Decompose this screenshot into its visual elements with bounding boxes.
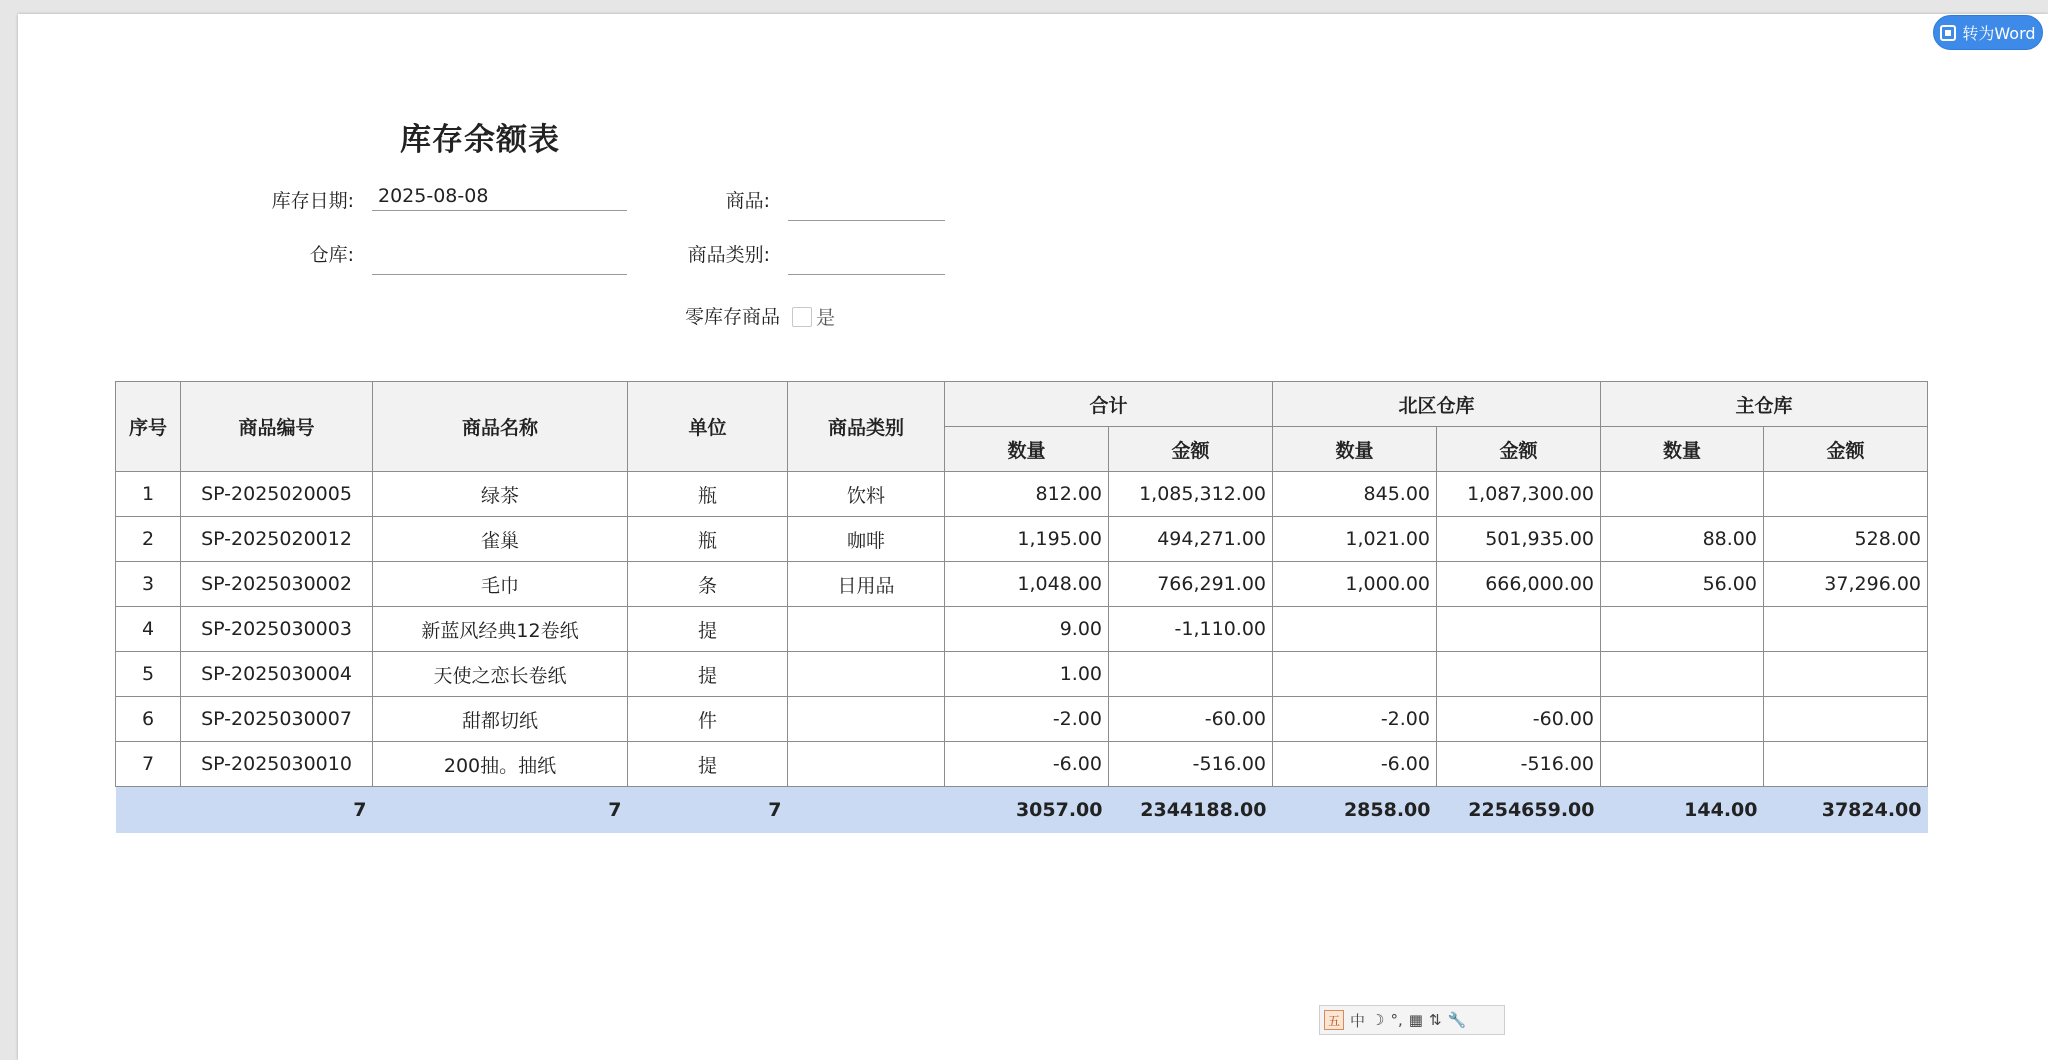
- zero-stock-option[interactable]: [792, 303, 835, 330]
- table-row: [116, 652, 1928, 697]
- total-category: [788, 787, 945, 833]
- cell-name: 新蓝风经典12卷纸: [373, 607, 628, 652]
- total-total-qty: 3057.00: [945, 787, 1109, 833]
- cell-north-qty: 1,021.00: [1273, 517, 1437, 562]
- cell-main-amount: [1764, 697, 1928, 742]
- cell-total-amount: 1,085,312.00: [1109, 472, 1273, 517]
- cell-main-qty: [1601, 607, 1764, 652]
- cell-code: SP-2025020012: [181, 517, 373, 562]
- table-row: [116, 472, 1928, 517]
- cell-code: SP-2025030010: [181, 742, 373, 787]
- cell-main-qty: [1601, 652, 1764, 697]
- cell-total-amount: 766,291.00: [1109, 562, 1273, 607]
- header-seq: 序号: [116, 382, 181, 472]
- header-main-amount: 金额: [1764, 427, 1928, 472]
- cell-north-amount: -516.00: [1437, 742, 1601, 787]
- cell-total-amount: [1109, 652, 1273, 697]
- header-main-qty: 数量: [1601, 427, 1764, 472]
- header-category: 商品类别: [788, 382, 945, 472]
- cell-category: 饮料: [788, 472, 945, 517]
- cell-code: SP-2025020005: [181, 472, 373, 517]
- header-north-amount: 金额: [1437, 427, 1601, 472]
- cell-north-amount: 666,000.00: [1437, 562, 1601, 607]
- category-label: 商品类别:: [687, 244, 770, 266]
- total-north-qty: 2858.00: [1273, 787, 1437, 833]
- cell-seq: 7: [116, 742, 181, 787]
- cell-category: [788, 742, 945, 787]
- warehouse-label: 仓库:: [309, 244, 354, 266]
- cell-code: SP-2025030003: [181, 607, 373, 652]
- total-main-amount: 37824.00: [1764, 787, 1928, 833]
- cell-north-qty: 845.00: [1273, 472, 1437, 517]
- total-total-amount: 2344188.00: [1109, 787, 1273, 833]
- cell-north-qty: 1,000.00: [1273, 562, 1437, 607]
- cell-total-qty: -2.00: [945, 697, 1109, 742]
- total-name: 7: [373, 787, 628, 833]
- product-label: 商品:: [725, 190, 770, 212]
- date-label: 库存日期:: [271, 190, 354, 212]
- cell-code: SP-2025030004: [181, 652, 373, 697]
- warehouse-input[interactable]: [372, 245, 627, 275]
- cell-category: [788, 652, 945, 697]
- cell-category: [788, 697, 945, 742]
- cell-main-qty: [1601, 697, 1764, 742]
- cell-total-amount: -1,110.00: [1109, 607, 1273, 652]
- convert-to-word-button[interactable]: [1933, 15, 2043, 50]
- ime-settings-icon[interactable]: 🔧: [1447, 1011, 1467, 1029]
- ime-toolbar[interactable]: [1319, 1005, 1505, 1035]
- convert-to-word-label: 转为Word: [1962, 24, 2036, 43]
- cell-category: [788, 607, 945, 652]
- cell-north-amount: [1437, 652, 1601, 697]
- table-row: [116, 562, 1928, 607]
- cell-total-qty: 1,195.00: [945, 517, 1109, 562]
- total-north-amount: 2254659.00: [1437, 787, 1601, 833]
- table-row: [116, 742, 1928, 787]
- inventory-table: [115, 381, 1928, 833]
- cell-unit: 提: [628, 742, 788, 787]
- cell-total-qty: 9.00: [945, 607, 1109, 652]
- cell-north-qty: -2.00: [1273, 697, 1437, 742]
- cell-total-amount: 494,271.00: [1109, 517, 1273, 562]
- cell-category: 日用品: [788, 562, 945, 607]
- total-code: 7: [181, 787, 373, 833]
- cell-category: 咖啡: [788, 517, 945, 562]
- cell-main-amount: [1764, 472, 1928, 517]
- cell-seq: 1: [116, 472, 181, 517]
- cell-north-amount: -60.00: [1437, 697, 1601, 742]
- cell-main-amount: 528.00: [1764, 517, 1928, 562]
- ime-punctuation-icon[interactable]: °,: [1390, 1011, 1403, 1029]
- ime-language-toggle[interactable]: 中: [1350, 1011, 1366, 1030]
- header-group-main: 主仓库: [1601, 382, 1928, 427]
- header-unit: 单位: [628, 382, 788, 472]
- cell-seq: 3: [116, 562, 181, 607]
- cell-north-amount: 501,935.00: [1437, 517, 1601, 562]
- header-group-total: 合计: [945, 382, 1273, 427]
- ime-moon-icon[interactable]: ☽: [1371, 1011, 1385, 1029]
- cell-name: 200抽。抽纸: [373, 742, 628, 787]
- cell-seq: 6: [116, 697, 181, 742]
- cell-total-qty: 1,048.00: [945, 562, 1109, 607]
- cell-main-amount: 37,296.00: [1764, 562, 1928, 607]
- ime-logo-icon[interactable]: 五: [1324, 1010, 1344, 1030]
- cell-main-qty: [1601, 742, 1764, 787]
- cell-north-amount: 1,087,300.00: [1437, 472, 1601, 517]
- cell-total-qty: 1.00: [945, 652, 1109, 697]
- cell-total-qty: 812.00: [945, 472, 1109, 517]
- cell-unit: 提: [628, 607, 788, 652]
- cell-main-amount: [1764, 652, 1928, 697]
- totals-row: [116, 787, 1928, 833]
- total-unit: 7: [628, 787, 788, 833]
- cell-north-qty: [1273, 652, 1437, 697]
- cell-seq: 5: [116, 652, 181, 697]
- cell-main-amount: [1764, 607, 1928, 652]
- product-input[interactable]: [788, 191, 945, 221]
- cell-north-amount: [1437, 607, 1601, 652]
- cell-unit: 条: [628, 562, 788, 607]
- cell-unit: 件: [628, 697, 788, 742]
- cell-main-amount: [1764, 742, 1928, 787]
- cell-main-qty: 88.00: [1601, 517, 1764, 562]
- cell-main-qty: 56.00: [1601, 562, 1764, 607]
- ime-keyboard-icon[interactable]: ▦: [1408, 1011, 1423, 1029]
- cell-total-qty: -6.00: [945, 742, 1109, 787]
- cell-seq: 2: [116, 517, 181, 562]
- cell-name: 绿茶: [373, 472, 628, 517]
- cell-total-amount: -516.00: [1109, 742, 1273, 787]
- word-icon: [1940, 25, 1956, 41]
- cell-unit: 提: [628, 652, 788, 697]
- category-input[interactable]: [788, 245, 945, 275]
- date-input[interactable]: [372, 181, 627, 211]
- total-main-qty: 144.00: [1601, 787, 1764, 833]
- cell-name: 毛巾: [373, 562, 628, 607]
- cell-north-qty: [1273, 607, 1437, 652]
- cell-total-amount: -60.00: [1109, 697, 1273, 742]
- total-seq: [116, 787, 181, 833]
- header-name: 商品名称: [373, 382, 628, 472]
- table-row: [116, 697, 1928, 742]
- cell-seq: 4: [116, 607, 181, 652]
- cell-name: 天使之恋长卷纸: [373, 652, 628, 697]
- ime-switch-icon[interactable]: ⇅: [1428, 1011, 1442, 1029]
- cell-north-qty: -6.00: [1273, 742, 1437, 787]
- zero-stock-checkbox[interactable]: [792, 307, 812, 327]
- header-north-qty: 数量: [1273, 427, 1437, 472]
- table-row: [116, 607, 1928, 652]
- header-code: 商品编号: [181, 382, 373, 472]
- cell-code: SP-2025030007: [181, 697, 373, 742]
- cell-unit: 瓶: [628, 517, 788, 562]
- cell-name: 雀巢: [373, 517, 628, 562]
- cell-main-qty: [1601, 472, 1764, 517]
- header-total-amount: 金额: [1109, 427, 1273, 472]
- cell-code: SP-2025030002: [181, 562, 373, 607]
- header-group-north: 北区仓库: [1273, 382, 1601, 427]
- zero-stock-label: 零库存商品: [684, 306, 780, 328]
- table-row: [116, 517, 1928, 562]
- cell-name: 甜都切纸: [373, 697, 628, 742]
- header-total-qty: 数量: [945, 427, 1109, 472]
- report-title: 库存余额表: [400, 122, 560, 158]
- cell-unit: 瓶: [628, 472, 788, 517]
- zero-stock-option-label: 是: [816, 307, 836, 329]
